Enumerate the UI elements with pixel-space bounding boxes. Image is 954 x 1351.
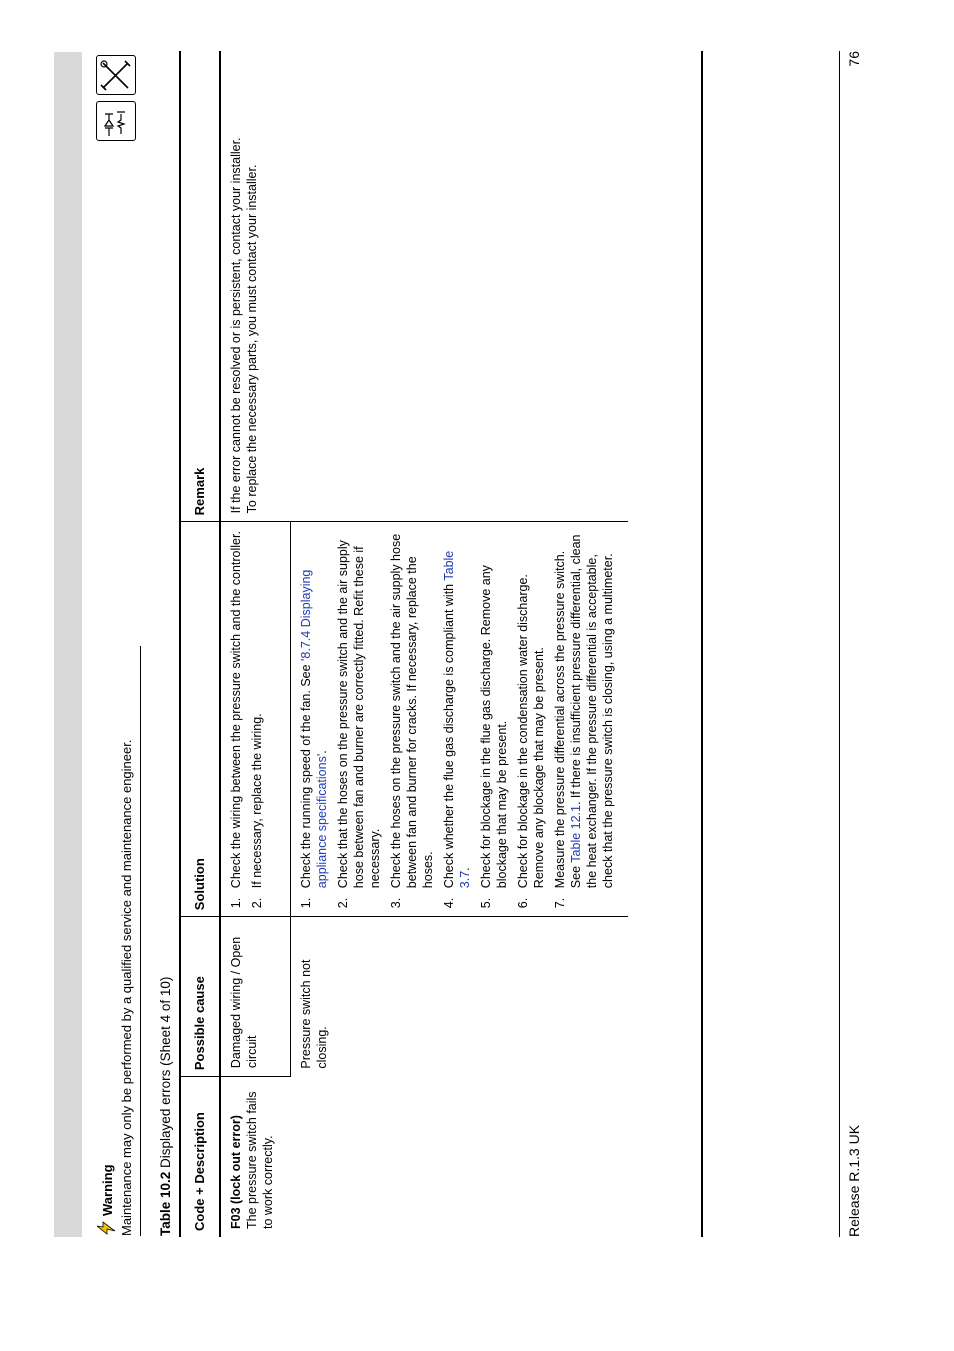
solution-step: 4. Check whether the flue gas discharge is compliant with Table 3.7.	[441, 550, 472, 909]
solution-step: 3. Check the hoses on the pressure switch and the air supply hose between fan and burner for cracks. If necessary, replace the hoses.	[388, 533, 435, 909]
warning-text: Maintenance may only be performed by a qualified service and maintenance engineer.	[119, 739, 134, 1236]
header-remark: Remark	[180, 51, 220, 522]
link-table-3-7[interactable]: Table 3.7	[441, 550, 472, 889]
solution-cell	[220, 522, 290, 917]
solution-step: 6. Check for blockage in the condensation water discharge. Remove any blockage that may be present.	[515, 574, 546, 909]
page-number: 76	[846, 51, 862, 67]
cause-cell: Pressure switch not closing.	[290, 917, 628, 1077]
solution-step: 1. Check the wiring between the pressure switch and the controller.	[229, 531, 243, 909]
solution-step: 2. If necessary, replace the wiring.	[250, 713, 264, 909]
header-code: Code + Description	[180, 1077, 220, 1237]
release-label: Release R.1.3 UK	[846, 1124, 862, 1237]
table-caption-number: Table 10.2	[158, 1171, 173, 1236]
header-icons	[96, 51, 140, 141]
electrical-schematic-icon	[96, 101, 136, 141]
footer-divider	[839, 51, 840, 1237]
solution-cell	[290, 522, 628, 917]
table-row	[220, 51, 290, 1237]
link-displaying-specifications[interactable]: '8.7.4 Displaying appliance specifications'	[298, 569, 329, 889]
warning-block	[97, 646, 135, 1236]
solution-step: 1. Check the running speed of the fan. See '8.7.4 Displaying appliance specifications'.	[298, 569, 329, 909]
header-solution: Solution	[180, 522, 220, 917]
error-description: The pressure switch fails to work correctly.	[245, 1091, 275, 1229]
link-table-12-1[interactable]: Table 12.1	[568, 805, 583, 863]
tools-icon	[96, 55, 136, 95]
cause-cell: Damaged wiring / Open circuit	[220, 917, 290, 1077]
code-cell	[220, 1077, 628, 1237]
table-header-row	[180, 51, 220, 1237]
remark-line: To replace the necessary parts, you must contact your installer.	[245, 164, 259, 514]
solution-step: 7. Measure the pressure differential across the pressure switch. See Table 12.1. If there is insufficient pressure differential, clean the heat exchanger. If the pressure differential is acceptable, check that the pressure switch is closing, using a multimeter.	[552, 534, 615, 909]
remark-line: If the error cannot be resolved or is persistent, contact your installer.	[229, 137, 243, 514]
table-bottom-border	[701, 51, 703, 1237]
error-code: F03 (lock out error)	[229, 1115, 243, 1229]
warning-bolt-icon	[97, 1220, 119, 1236]
solution-step: 5. Check for blockage in the flue gas discharge. Remove any blockage that may be present.	[478, 565, 509, 909]
warning-title: Warning	[100, 1164, 115, 1216]
errors-table	[179, 51, 628, 1237]
header-cause: Possible cause	[180, 917, 220, 1077]
table-caption	[158, 977, 173, 1236]
warning-divider	[140, 646, 141, 1236]
solution-step: 2. Check that the hoses on the pressure switch and the air supply hose between fan and burner are correctly fitted. Refit these if necessary.	[335, 540, 382, 909]
table-caption-title: Displayed errors (Sheet 4 of 10)	[158, 976, 173, 1172]
remark-cell	[220, 51, 628, 522]
